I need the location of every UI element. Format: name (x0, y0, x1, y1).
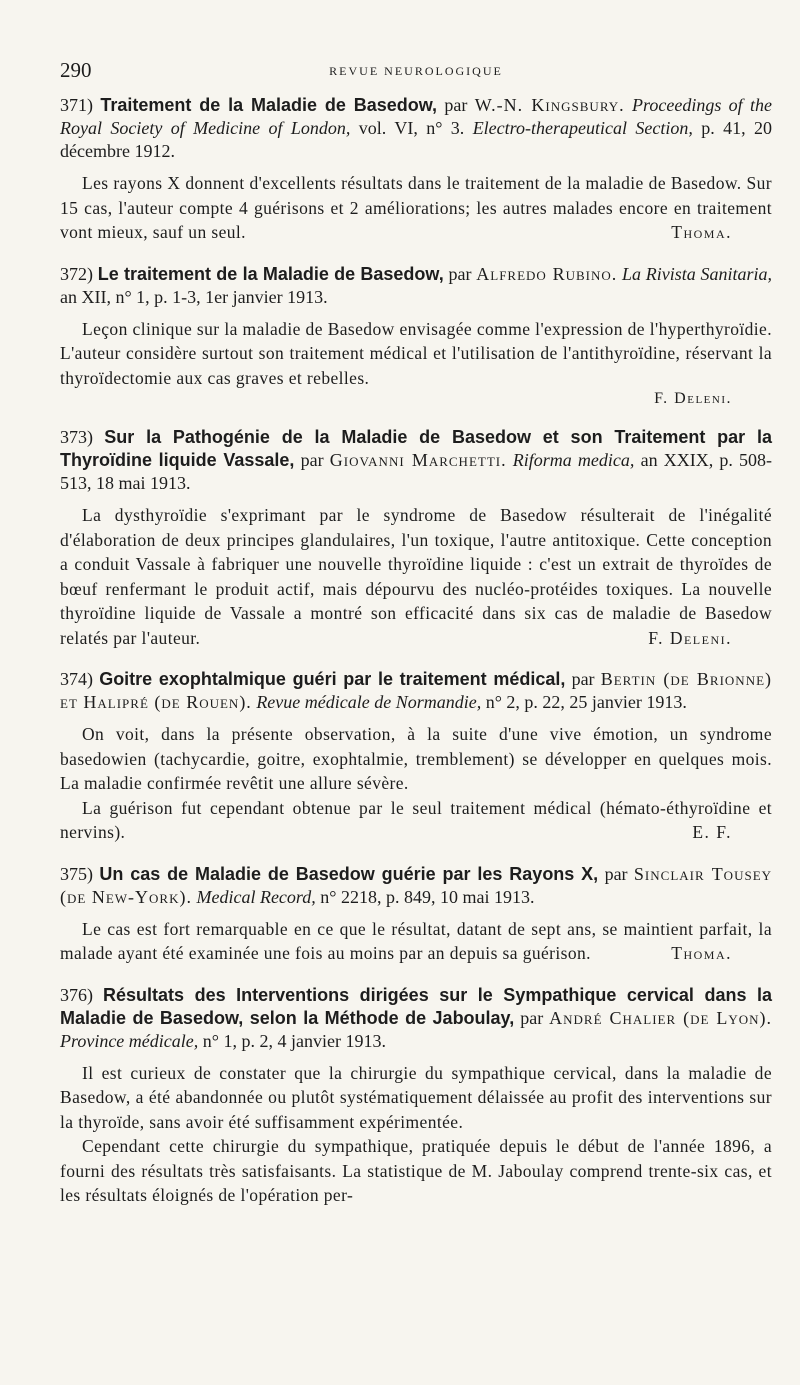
abstract-entry-374 (60, 668, 772, 845)
entry-paragraph: La dysthyroïdie s'exprimant par le syndrome de Basedow résulterait de l'inégalité d'élaboration de deux principes glandulaires, l'un toxique, l'autre antitoxique. Cette conception a conduit Vassale à fabriquer une nouvelle thyroïdine liquide : c'est un extrait de thyroïdes de bœuf renfermant le produit actif, mais dépourvu des nucléo-protéides toxiques. La nouvelle thyroïdine liquide de Vassale a montré son efficacité dans six cas de maladie de Basedow relatés par l'auteur. F. Deleni. (60, 503, 772, 650)
entry-signature: Thoma. (671, 222, 732, 242)
entry-by: par (300, 450, 324, 470)
entry-heading (60, 863, 772, 909)
entry-by: par (444, 95, 468, 115)
entry-source: Revue médicale de Normandie, (256, 692, 482, 712)
entry-source: Province médicale, (60, 1030, 199, 1051)
abstract-entry-375 (60, 863, 772, 966)
entry-by: par (604, 863, 628, 884)
entry-number: 373) (60, 427, 93, 447)
entry-ref: an XII, n° 1, p. 1-3, 1er janvier 1913. (60, 286, 328, 307)
entry-paragraph: Le cas est fort remarquable en ce que le résultat, datant de sept ans, se maintient parfait, la malade ayant été examinée une fois au moins par an depuis sa guérison. Thoma. (60, 917, 772, 966)
entry-paragraph: La guérison fut cependant obtenue par le seul traitement médical (hémato-éthyroïdine et nervins). E. F. (60, 796, 772, 845)
entry-paragraph: Les rayons X donnent d'excellents résultats dans le traitement de la maladie de Basedow. Sur 15 cas, l'auteur compte 4 guérisons et 2 améliorations; les autres malades encore en traitement vont mieux, sauf un seul. Thoma. (60, 171, 772, 245)
entry-author: Giovanni Marchetti. (329, 450, 507, 470)
entry-source-section: Electro-therapeutical Section, (472, 118, 693, 138)
entry-signature: E. F. (692, 822, 732, 842)
journal-name: REVUE NEUROLOGIQUE (329, 64, 503, 78)
entry-heading (60, 94, 772, 163)
running-head (60, 58, 772, 94)
abstract-entry-371 (60, 94, 772, 245)
entry-title: Un cas de Maladie de Basedow guérie par les Rayons X, (99, 863, 599, 884)
entry-number: 374) (60, 669, 93, 689)
abstract-entry-376 (60, 984, 772, 1208)
entry-ref: n° 2, p. 22, 25 janvier 1913. (485, 692, 687, 712)
entry-number: 376) (60, 984, 93, 1005)
entry-ref: n° 2218, p. 849, 10 mai 1913. (320, 886, 535, 907)
entry-title: Goitre exophtalmique guéri par le traitement médical, (99, 669, 566, 689)
entry-ref: an XXIX, p. 508-513, 18 mai 1913. (60, 450, 773, 493)
entry-heading (60, 426, 772, 495)
entry-title: Résultats des Interventions dirigées sur le Sympathique cervical dans la Maladie de Basedow, selon la Méthode de Jaboulay, (60, 984, 772, 1028)
entry-paragraph: Cependant cette chirurgie du sympathique, pratiquée depuis le début de l'année 1896, a fourni des résultats très satisfaisants. La statistique de M. Jaboulay comprend trente-six cas, et les résultats éloignés de l'opération per- (60, 1136, 772, 1205)
entry-number: 372) (60, 263, 93, 284)
entry-number: 375) (60, 863, 93, 884)
entry-title: Le traitement de la Maladie de Basedow, (97, 263, 444, 284)
entry-by: par (448, 263, 472, 284)
abstract-entry-373 (60, 426, 772, 650)
entry-heading (60, 984, 772, 1053)
entry-by: par (520, 1007, 544, 1028)
entry-paragraph: Il est curieux de constater que la chirurgie du sympathique cervical, dans la maladie de Basedow, a été abandonnée ou plutôt systématiquement délaissée au profit des interventions sur la thyroïde, sans avoir été suffisamment expérimentée. (60, 1062, 772, 1132)
entry-signature: Thoma. (671, 943, 732, 963)
entry-signature: F. Deleni. (654, 390, 732, 407)
journal-page (60, 58, 772, 1226)
entry-source: Medical Record, (196, 886, 316, 907)
entry-author: Alfredo Rubino. (476, 263, 618, 284)
entry-signature: F. Deleni. (648, 627, 732, 648)
abstract-entry-372 (60, 263, 772, 409)
entry-ref: n° 1, p. 2, 4 janvier 1913. (202, 1030, 386, 1051)
entry-heading (60, 668, 772, 714)
page-number: 290 (60, 58, 92, 82)
entry-source: La Rivista Sanitaria, (622, 263, 773, 284)
entry-author: Bertin (de Brionne) et Halipré (de Rouen). (60, 669, 773, 712)
entry-number: 371) (60, 95, 93, 115)
entry-paragraph: Leçon clinique sur la maladie de Basedow envisagée comme l'expression de l'hyperthyroïdie. L'auteur considère surtout son traitement médical et l'utilisation de l'antithyroïdine, réservant la thyroïdectomie aux cas graves et rebelles. (60, 318, 772, 388)
entry-date: p. 41, 20 décembre 1912. (60, 118, 773, 161)
entry-author: Sinclair Tousey (de New-York). (60, 863, 773, 907)
entry-ref: vol. VI, n° 3. (358, 118, 465, 138)
entry-author: André Chalier (de Lyon). (549, 1007, 773, 1028)
entry-by: par (571, 669, 595, 689)
entry-heading (60, 263, 772, 309)
entry-source: Riforma medica, (512, 450, 635, 470)
entry-author: W.-N. Kingsbury. (474, 95, 625, 115)
entry-paragraph: On voit, dans la présente observation, à la suite d'une vive émotion, un syndrome basedowien (tachycardie, goitre, exophtalmie, tremblement) se développer en quelques mois. La maladie confirmée revêtit une allure sévère. (60, 724, 772, 793)
entry-source: Proceedings of the Royal Society of Medicine of London, (60, 95, 773, 138)
entry-title: Traitement de la Maladie de Basedow, (100, 95, 438, 115)
entry-title: Sur la Pathogénie de la Maladie de Basedow et son Traitement par la Thyroïdine liquide Vassale, (60, 427, 772, 470)
